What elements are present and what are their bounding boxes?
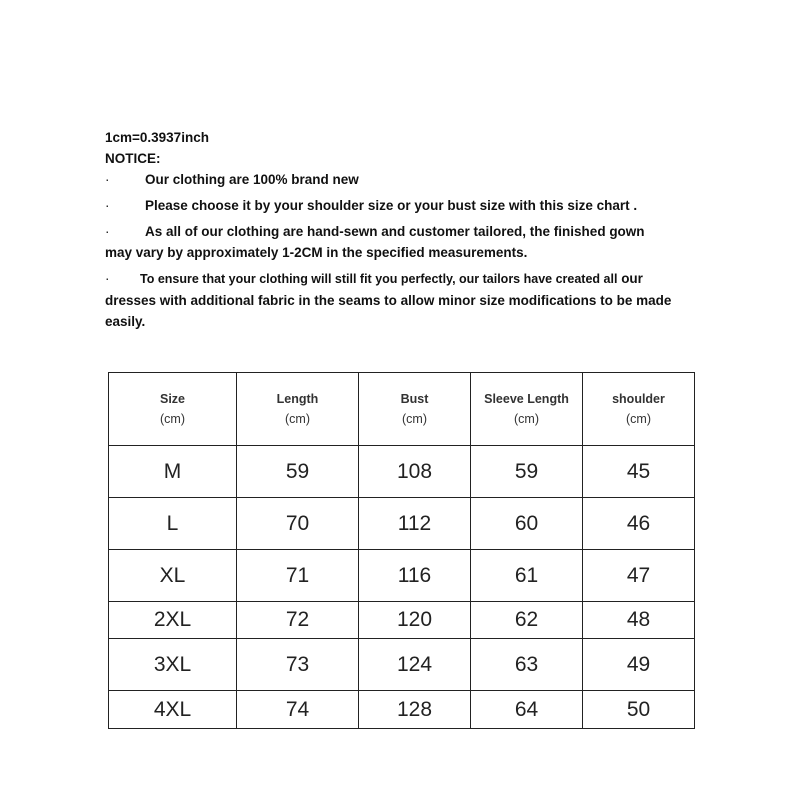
bullet-icon: · xyxy=(105,271,110,286)
header-unit: (cm) xyxy=(160,412,185,426)
bullet-icon: · xyxy=(105,172,110,187)
cell-length: 72 xyxy=(237,602,359,639)
notice-text-continued: dresses with additional fabric in the seams to allow minor size modifications to be made easily. xyxy=(105,293,672,329)
notice-text-tail: our xyxy=(621,271,643,286)
column-header-size xyxy=(109,373,237,446)
bullet-icon: · xyxy=(105,224,110,239)
cell-bust: 124 xyxy=(359,639,471,691)
table-row xyxy=(109,639,695,691)
notice-text: Please choose it by your shoulder size or your bust size with this size chart . xyxy=(145,198,638,213)
header-label: Size xyxy=(159,392,185,406)
notice-item-4 xyxy=(105,268,685,332)
header-unit: (cm) xyxy=(285,412,310,426)
cell-size: 4XL xyxy=(109,691,237,729)
cell-size: 2XL xyxy=(109,602,237,639)
cell-shoulder: 48 xyxy=(583,602,695,639)
header-unit: (cm) xyxy=(626,412,651,426)
cell-size: XL xyxy=(109,550,237,602)
cell-sleeve-length: 62 xyxy=(471,602,583,639)
cell-sleeve-length: 59 xyxy=(471,446,583,498)
cell-length: 70 xyxy=(237,498,359,550)
table-row xyxy=(109,602,695,639)
cell-sleeve-length: 61 xyxy=(471,550,583,602)
header-label: Length xyxy=(276,392,319,406)
cell-sleeve-length: 63 xyxy=(471,639,583,691)
notice-text: As all of our clothing are hand-sewn and customer tailored, the finished gown xyxy=(145,224,645,239)
cell-length: 59 xyxy=(237,446,359,498)
column-header-shoulder xyxy=(583,373,695,446)
conversion-text: 1cm=0.3937inch xyxy=(105,130,209,145)
cell-bust: 108 xyxy=(359,446,471,498)
notice-title: NOTICE: xyxy=(105,151,161,166)
table-header-row xyxy=(109,373,695,446)
cell-shoulder: 50 xyxy=(583,691,695,729)
cell-shoulder: 45 xyxy=(583,446,695,498)
bullet-icon: · xyxy=(105,198,110,213)
cell-shoulder: 49 xyxy=(583,639,695,691)
notice-text: Our clothing are 100% brand new xyxy=(145,172,359,187)
table-row xyxy=(109,446,695,498)
header-unit: (cm) xyxy=(402,412,427,426)
notice-item-1 xyxy=(105,169,685,190)
cell-shoulder: 47 xyxy=(583,550,695,602)
size-notes xyxy=(105,127,685,337)
cell-sleeve-length: 64 xyxy=(471,691,583,729)
cell-bust: 116 xyxy=(359,550,471,602)
header-label: shoulder xyxy=(612,392,665,406)
column-header-length xyxy=(237,373,359,446)
header-label: Sleeve Length xyxy=(484,392,569,406)
cell-bust: 128 xyxy=(359,691,471,729)
column-header-bust xyxy=(359,373,471,446)
table-row xyxy=(109,498,695,550)
notice-text-continued: may vary by approximately 1-2CM in the specified measurements. xyxy=(105,245,528,260)
header-label: Bust xyxy=(400,392,429,406)
cell-size: L xyxy=(109,498,237,550)
column-header-sleeve-length xyxy=(471,373,583,446)
cell-sleeve-length: 60 xyxy=(471,498,583,550)
notice-text: To ensure that your clothing will still fit you perfectly, our tailors have created all xyxy=(140,272,618,286)
table-row xyxy=(109,550,695,602)
notice-item-2 xyxy=(105,195,685,216)
cell-length: 71 xyxy=(237,550,359,602)
cell-shoulder: 46 xyxy=(583,498,695,550)
header-unit: (cm) xyxy=(514,412,539,426)
notice-item-3 xyxy=(105,221,685,263)
cell-size: 3XL xyxy=(109,639,237,691)
table-row xyxy=(109,691,695,729)
size-chart-table xyxy=(108,372,695,729)
cell-length: 73 xyxy=(237,639,359,691)
cell-bust: 112 xyxy=(359,498,471,550)
cell-size: M xyxy=(109,446,237,498)
cell-length: 74 xyxy=(237,691,359,729)
cell-bust: 120 xyxy=(359,602,471,639)
